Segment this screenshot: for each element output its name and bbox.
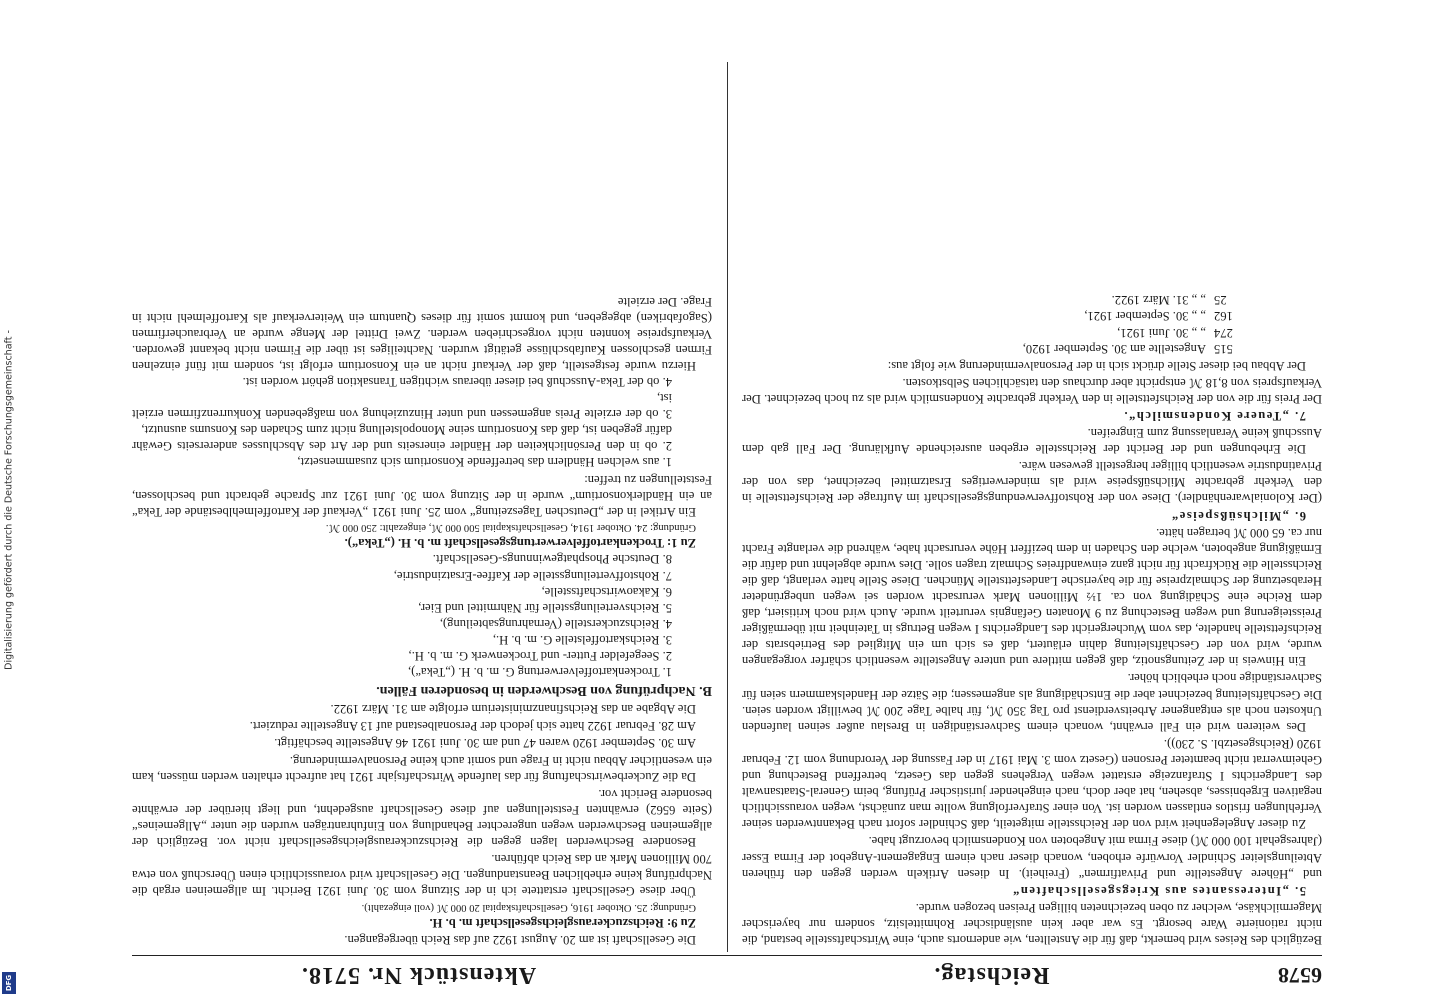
- staff-row: [742, 341, 1274, 357]
- list-item: 1. aus welchen Händlern das betreffende Konsortium sich zusammensetzt,: [297, 455, 672, 470]
- page-header: [132, 958, 1322, 992]
- list-item: 8. Deutsche Phosphatgewinnungs-Gesellschaft.: [432, 552, 672, 567]
- paragraph: Der Abbau bei dieser Stelle drückt sich in der Personalverminderung wie folgt aus:: [887, 358, 1306, 373]
- header-rule: [132, 955, 1322, 956]
- paragraph: Die Erhebungen und der Bericht der Reichsstelle ergeben ausreichende Aufklärung. Der Fall gab dem Ausschuß keine Veranlassung zum Eingreifen.: [742, 426, 1322, 457]
- paragraph: Am 28. Februar 1922 hatte sich jedoch der Personalbestand auf 13 Angestellte reduziert.: [249, 719, 696, 734]
- paragraph: Über diese Gesellschaft erstattete ich in der Sitzung vom 30. Juni 1921 Bericht. Im allgemeinen ergab die Nachprüfung keine erheblichen Beanstandungen. Die Gesellschaft wird voraussichtlich einen Überschuß von etwa 700 Millionen Mark an das Reich abführen.: [132, 852, 712, 899]
- dfg-logo: [2, 972, 16, 994]
- staff-date: „ „ 30. September 1921,: [1084, 309, 1206, 324]
- staff-row: [742, 324, 1274, 340]
- staff-count: 162: [1214, 309, 1233, 324]
- paragraph: Der Preis für die von der Reichsfettstelle in den Verkehr gebrachte Kondensmilch wird als zu hoch bezeichnet. Der Verkaufspreis von 8,18 ℳ entspricht aber durchaus den tatsächlichen Selbstkosten.: [742, 375, 1322, 406]
- paragraph: Die Abgabe an das Reichsfinanzministerium erfolgte am 31. März 1922.: [330, 702, 696, 717]
- list-item: 5. Reichsverteilungsstelle für Nährmittel und Eier,: [418, 600, 672, 615]
- paragraph: Da die Zuckerbewirtschaftung für das laufende Wirtschaftsjahr 1921 hat aufrecht erhalten werden müssen, kam ein wesentlicher Abbau nicht in Frage und somit auch keine Personalverminderung.: [132, 753, 712, 784]
- header-left-title: Reichstag.: [933, 962, 1050, 989]
- scanned-page: [22, 0, 1434, 1000]
- paragraph: und „Höhere Angestellte und Privatfirmen“ (Freiheit). In diesen Artikeln werden gegen den früheren Abteilungsleiter Schindler Vorwürfe erhoben, wonach dieser nach einem Engagement-Angebot der Firma Esser (Jahresgehalt 100 000 ℳ) diese Firma mit Angeboten von Kondensmilch bevorzugt habe.: [742, 834, 1322, 881]
- section-heading: 6. „Milchsüßspeise“: [1170, 508, 1306, 523]
- paragraph: Ein Artikel in der „Deutschen Tageszeitung“ vom 25. Juni 1921 „Verkauf der Kartoffelmehlbestände der Teka“ an ein Händlerkonsortium“ wurde in der Sitzung vom 30. Juni 1921 zur Sprache gebracht und beschlossen, Feststellungen zu treffen:: [132, 472, 712, 519]
- section-heading: Zu 1: Trockenkartoffelverwertungsgesellschaft m. b. H. („Teka“).: [344, 536, 696, 551]
- staff-row: [742, 292, 1274, 308]
- list-item: 2. Seegefelder Futter- und Trockenwerk G. m. b. H.,: [408, 649, 672, 663]
- paragraph: Die Gesellschaft ist am 20. August 1922 auf das Reich übergegangen.: [344, 933, 696, 947]
- section-heading: Zu 9: Reichszuckerausgleichsgesellschaft m. b. H.: [429, 915, 696, 930]
- digitization-credit: [2, 0, 16, 1000]
- staff-date: Angestellte am 30. September 1920,: [1022, 341, 1206, 356]
- paragraph: Zu dieser Angelegenheit wird von der Reichsstelle mitgeteilt, daß Schindler sofort nach Bekanntwerden seiner Verfehlungen fristlos entlassen worden ist. Von einer Strafverfolgung wollte man zunächst, wegen voraussichtlich negativen Ergebnisses, absehen, hat aber doch, nach eingehender juristischer Prüfung, beim General-Staatsanwalt des Landgerichts I Strafanzeige erstattet wegen Vergehens gegen das Gesetz, betreffend Bestechung und Geheimverrat nicht beamteter Personen (Gesetz vom 3. Mai 1917 in der Fassung der Verordnung vom 12. Februar 1920 (Reichsgesetzbl. S. 230)).: [742, 736, 1322, 832]
- page-number: 6578: [1278, 963, 1322, 988]
- agency-list: [132, 551, 712, 680]
- list-item: 2. ob in den Persönlichkeiten der Händler einerseits und der Art des Abschlusses andererseits Gewähr dafür gegeben ist, daß das Konsortium seine Monopolstellung nicht zum Schaden des Konsums ausnutzt,: [132, 423, 672, 454]
- list-item: 4. ob der Teka-Ausschuß bei dieser überaus wichtigen Transaktion gehört worden ist.: [242, 375, 672, 389]
- list-item: 6. Kakaowirtschaftsstelle,: [541, 584, 672, 599]
- paragraph: Ein Hinweis in der Zeitungsnotiz, daß gegen mittlere und untere Angestellte wesentlich schärfer vorgegangen wurde, wird von der Geschäftsleitung dahin erläutert, daß es sich um ein Mitglied des Betriebsrats der Reichsfettstelle handelte, das vom Wuchergericht des Landgerichts I wegen Betrugs in Tateinheit mit übermäßiger Preissteigerung und wegen Bestechung zu 9 Monaten Gefängnis verurteilt wurde. Auch wird noch kritisiert, daß dem Reiche eine Schädigung von ca. 1½ Millionen Mark verursacht worden sei wegen unbegründeter Herabsetzung der Schmalzpreise für die bayerische Landesfettstelle München. Diese Stelle hatte verlangt, daß die Reichsstelle die Rückfracht für nicht ganz einwandfreies Schmalz tragen solle. Dies wurde abgelehnt und dafür die Ermäßigung angeboten, welche den Schaden in dem beziffert Höhe verursacht habe, während die verlangte Fracht nur ca. 65 000 ℳ betragen hätte.: [742, 525, 1322, 669]
- paragraph: Besondere Beschwerden lagen gegen die Reichszuckerausgleichsgesellschaft nicht vor. Bezüglich der allgemeinen Beschwerden wegen ungerechter Behandlung von Einfuhranträgen wurden die unter „Allgemeines“ (Seite 6562) erwähnten Feststellungen auf diese Gesellschaft ausgedehnt, und liegt hierüber der erwähnte besondere Bericht vor.: [132, 786, 712, 850]
- section-b-heading: B. Nachprüfung von Beschwerden in besonderen Fällen.: [376, 683, 712, 699]
- credit-text: Digitalisierung gefördert durch die Deutsche Forschungsgemeinschaft -: [3, 330, 15, 670]
- paragraph: (Der Kolonialwarenhändler). Diese von der Rohstoffverwendungsgesellschaft im Auftrage der Reichsfettstelle in den Verkehr gebrachte Milchsüßspeise wird als minderwertiges Ersatzmittel bezeichnet, das von der Privatindustrie wesentlich billiger hergestellt gewesen wäre.: [742, 459, 1322, 506]
- staff-table: [742, 292, 1274, 356]
- dfg-logo-text: DFG: [5, 974, 13, 992]
- header-right-title: Aktenstück Nr. 5718.: [300, 962, 537, 989]
- founding-info: Gründung: 24. Oktober 1914, Gesellschaftskapital 500 000 ℳ, eingezahlt: 250 000 ℳ.: [325, 522, 696, 534]
- staff-row: [742, 308, 1274, 324]
- paragraph: Am 30. September 1920 waren 47 und am 30. Juni 1921 46 Angestellte beschäftigt.: [274, 736, 696, 751]
- list-item: 3. Reichskartoffelstelle G. m. b. H.,: [492, 632, 672, 647]
- list-item: 1. Trockenkartoffelverwertung G. m. b. H. („Teka“),: [408, 665, 672, 680]
- left-column: [742, 68, 1322, 948]
- paragraph: Hierzu wurde festgestellt, daß der Verkauf nicht an ein Konsortium erfolgt ist, sondern mit fünf einzelnen Firmen geschlossen Kaufabschlüsse getätigt wurden. Nachteiliges ist über die Firmen nicht bekannt geworden. Verkaufspreise konnten nicht vorgeschrieben werden. Zwei Drittel der Menge wurde an Verbraucherfirmen (Sagofabriken) abgegeben, und kommt somit für dieses Quantum ein Weiterverkauf als Kartoffelmehl nicht in Frage. Der erzielte: [132, 294, 712, 373]
- list-item: 4. Reichszuckerstelle (Vernahrungsabteilung),: [439, 616, 672, 631]
- section-heading: 7. „Teuere Kondensmilch“.: [1122, 409, 1306, 423]
- section-heading: 5. „Interessantes aus Kriegsgesellschaften“: [1011, 883, 1306, 898]
- right-column: [132, 68, 712, 948]
- list-item: 3. ob der erzielte Preis angemessen und unter Hinzuziehung von maßgebenden Konkurrenzfirmen erzielt ist,: [132, 391, 672, 422]
- staff-count: 25: [1214, 293, 1227, 308]
- paragraph: Bezüglich des Reises wird bemerkt, daß für die Anstellten, wie andernorts auch, eine Wirtschaftsstelle bestand, die nicht rationierte Ware besorgt. Es war aber kein ausländischer Rohmittelsitz, sondern nur bayerischer Magermilchkäse, welcher zu oben bezeichneten billigen Preisen bezogen wurde.: [742, 900, 1322, 947]
- staff-count: 515: [1214, 341, 1233, 356]
- paragraph: Des weiteren wird ein Fall erwähnt, wonach einem Sachverständigen in Breslau außer seinen laufenden Unkosten noch als entgangener Arbeitsverdienst pro Tag 350 ℳ, für halbe Tage 200 ℳ bewilligt worden seien. Die Geschäftsleitung bezeichnet aber die Entschädigung als angemessen; die Sätze der Handelskammern seien für Sachverständige noch erheblich höher.: [742, 671, 1322, 734]
- staff-date: „ „ 30. Juni 1921,: [1117, 325, 1206, 340]
- staff-count: 274: [1214, 325, 1233, 340]
- inquiry-list: [132, 374, 712, 471]
- founding-info: Gründung: 25. Oktober 1916, Gesellschaftskapital 20 000 ℳ (voll eingezahlt).: [361, 901, 696, 913]
- list-item: 7. Rohstoffverteilungsstelle der Kaffee-Ersatzindustrie,: [393, 568, 672, 583]
- staff-date: „ „ 31. März 1922.: [1111, 293, 1206, 308]
- column-divider: [727, 62, 728, 952]
